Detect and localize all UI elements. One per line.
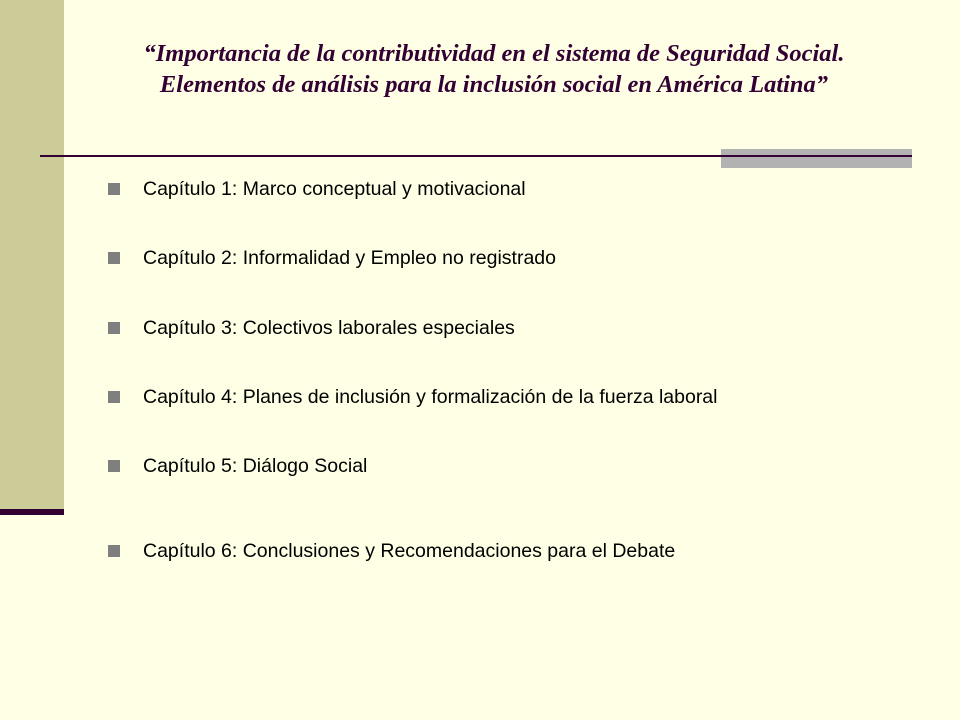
chapter-label: Capítulo 5: Diálogo Social xyxy=(143,455,368,477)
square-bullet-icon xyxy=(108,460,120,472)
title-divider-accent-line xyxy=(721,155,912,157)
side-band xyxy=(0,0,64,510)
slide-title-line-2: Elementos de análisis para la inclusión social en América Latina” xyxy=(159,71,829,98)
chapter-label: Capítulo 3: Colectivos laborales especiales xyxy=(143,317,515,339)
square-bullet-icon xyxy=(108,252,120,264)
chapter-label: Capítulo 1: Marco conceptual y motivacional xyxy=(143,178,526,200)
chapter-item-1 xyxy=(108,176,526,202)
chapter-label: Capítulo 6: Conclusiones y Recomendaciones para el Debate xyxy=(143,540,676,562)
chapter-item-6 xyxy=(108,538,675,564)
side-band-rule xyxy=(0,509,64,515)
chapter-label: Capítulo 4: Planes de inclusión y formalización de la fuerza laboral xyxy=(143,386,718,408)
square-bullet-icon xyxy=(108,322,120,334)
square-bullet-icon xyxy=(108,391,120,403)
square-bullet-icon xyxy=(108,183,120,195)
slide-title-line-1: “Importancia de la contributividad en el sistema de Seguridad Social. xyxy=(143,40,845,67)
chapter-item-4 xyxy=(108,384,718,410)
title-accent-bar xyxy=(721,149,912,168)
slide-title xyxy=(64,38,924,100)
square-bullet-icon xyxy=(108,545,120,557)
chapter-label: Capítulo 2: Informalidad y Empleo no registrado xyxy=(143,247,556,269)
chapter-item-5 xyxy=(108,453,367,479)
chapter-item-3 xyxy=(108,315,515,341)
chapter-item-2 xyxy=(108,245,556,271)
